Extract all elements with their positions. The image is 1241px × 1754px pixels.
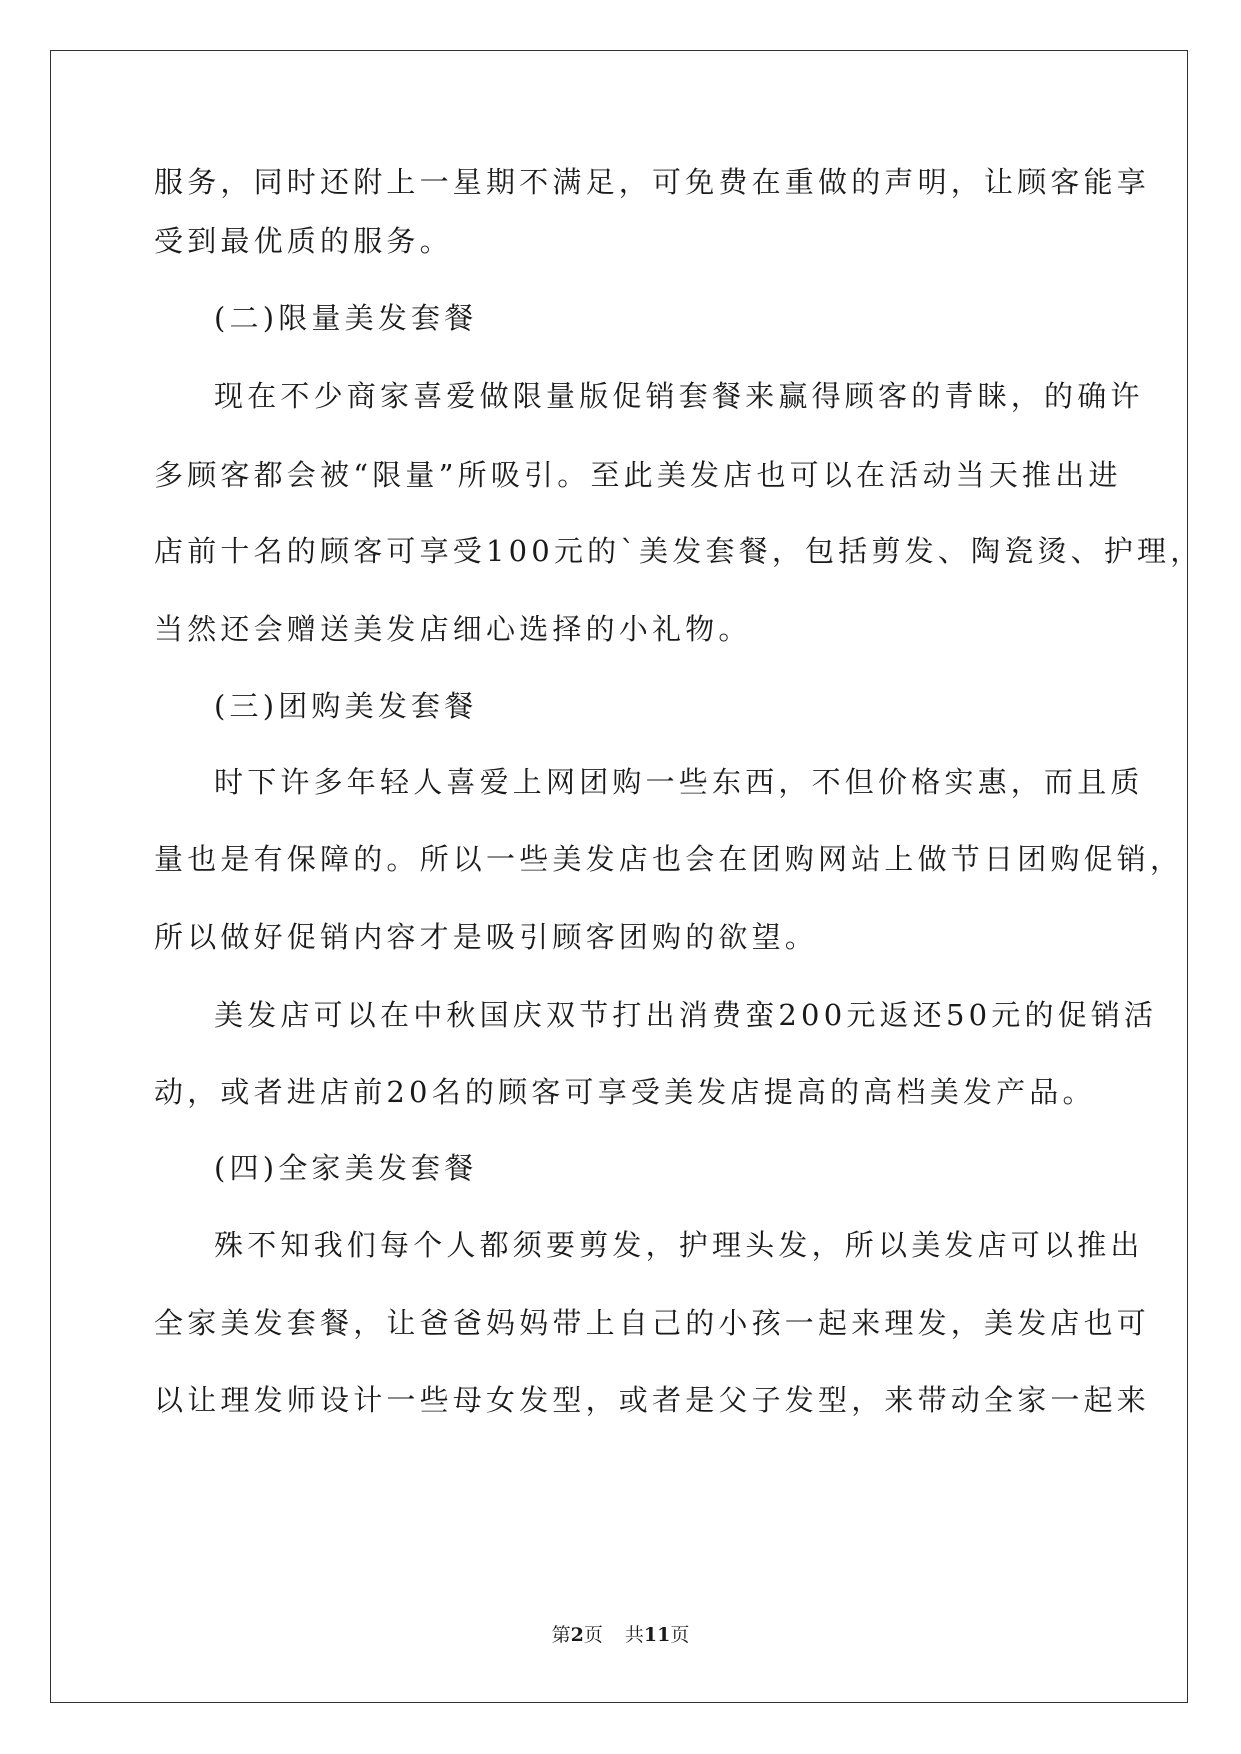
page-number-suffix: 页	[583, 1624, 603, 1646]
paragraph-line: 多顾客都会被“限量”所吸引。至此美发店也可以在活动当天推出进	[154, 458, 1122, 492]
page-number-current: 2	[570, 1624, 584, 1646]
paragraph-line: 量也是有保障的。所以一些美发店也会在团购网站上做节日团购促销，	[154, 842, 1184, 876]
paragraph-line: 以让理发师设计一些母女发型，或者是父子发型，来带动全家一起来	[154, 1383, 1151, 1417]
paragraph-line: 全家美发套餐，让爸爸妈妈带上自己的小孩一起来理发，美发店也可	[154, 1306, 1151, 1340]
paragraph-line: 服务，同时还附上一星期不满足，可免费在重做的声明，让顾客能享	[154, 165, 1151, 199]
page-total-prefix: 共	[624, 1624, 644, 1646]
paragraph-line: 受到最优质的服务。	[154, 224, 453, 258]
paragraph-line: 当然还会赠送美发店细心选择的小礼物。	[154, 612, 752, 646]
page-number-prefix: 第	[551, 1624, 571, 1646]
section-heading: (四)全家美发套餐	[214, 1151, 478, 1185]
paragraph-line: 现在不少商家喜爱做限量版促销套餐来赢得顾客的青睐，的确许	[214, 379, 1144, 413]
paragraph-line: 店前十名的顾客可享受100元的`美发套餐，包括剪发、陶瓷烫、护理，	[154, 534, 1204, 568]
section-heading: (三)团购美发套餐	[214, 689, 478, 723]
paragraph-line: 动，或者进店前20名的顾客可享受美发店提高的高档美发产品。	[154, 1075, 1096, 1109]
paragraph-line: 所以做好促销内容才是吸引顾客团购的欲望。	[154, 920, 819, 954]
page-total: 11	[643, 1624, 671, 1646]
page-footer	[0, 1620, 1241, 1647]
section-heading: (二)限量美发套餐	[214, 301, 478, 335]
page-total-suffix: 页	[670, 1624, 690, 1646]
paragraph-line: 殊不知我们每个人都须要剪发，护理头发，所以美发店可以推出	[214, 1228, 1144, 1262]
paragraph-line: 时下许多年轻人喜爱上网团购一些东西，不但价格实惠，而且质	[214, 765, 1144, 799]
paragraph-line: 美发店可以在中秋国庆双节打出消费蛮200元返还50元的促销活	[214, 998, 1158, 1032]
